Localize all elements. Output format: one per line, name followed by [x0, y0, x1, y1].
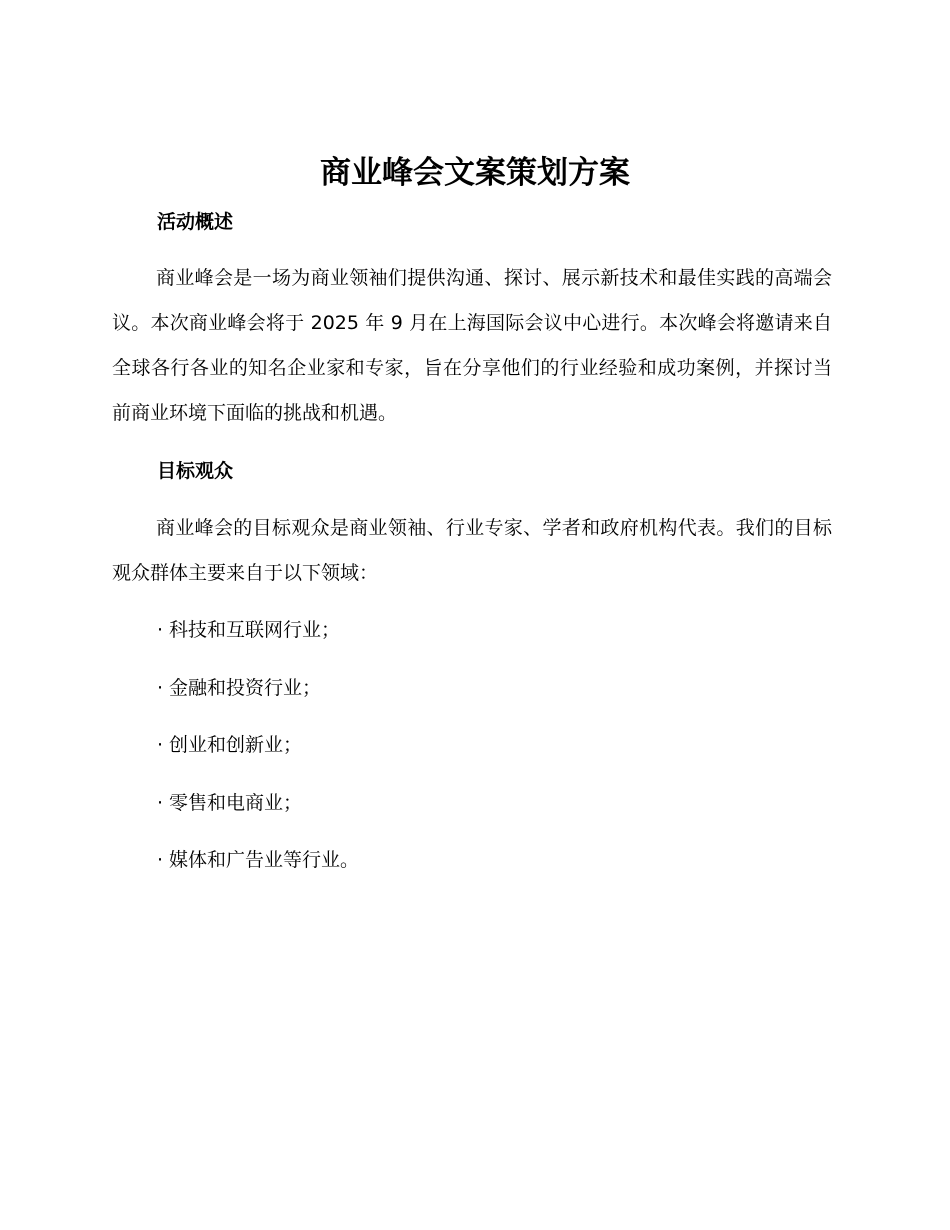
- list-item: [157, 844, 359, 876]
- section-heading-audience: 目标观众: [157, 460, 234, 482]
- section-paragraph-overview: 商业峰会是一场为商业领袖们提供沟通、探讨、展示新技术和最佳实践的高端会议。本次商业峰会将于 2025 年 9 月在上海国际会议中心进行。本次峰会将邀请来自全球各行各业的知名企业家和专家，旨在分享他们的行业经验和成功案例，并探讨当前商业环境下面临的挑战和机遇。: [112, 267, 832, 424]
- list-item: [157, 787, 359, 819]
- list-item: [157, 672, 359, 704]
- section-paragraph-audience: 商业峰会的目标观众是商业领袖、行业专家、学者和政府机构代表。我们的目标观众群体主要来自于以下领域：: [112, 517, 832, 584]
- list-item-text: 零售和电商业；: [169, 791, 303, 814]
- bullet-icon: ·: [157, 849, 164, 871]
- list-item-text: 科技和互联网行业；: [169, 619, 341, 641]
- document-title: 商业峰会文案策划方案: [320, 155, 630, 191]
- list-item: [157, 614, 359, 646]
- bullet-icon: ·: [157, 619, 164, 641]
- bullet-icon: ·: [157, 734, 164, 756]
- list-item-text: 金融和投资行业；: [169, 676, 322, 699]
- list-item: [157, 729, 359, 761]
- section-heading-overview: 活动概述: [157, 211, 234, 233]
- bullet-icon: ·: [157, 676, 164, 699]
- audience-field-list: [157, 614, 359, 902]
- list-item-text: 创业和创新业；: [169, 734, 303, 756]
- list-item-text: 媒体和广告业等行业。: [169, 849, 360, 871]
- bullet-icon: ·: [157, 791, 164, 814]
